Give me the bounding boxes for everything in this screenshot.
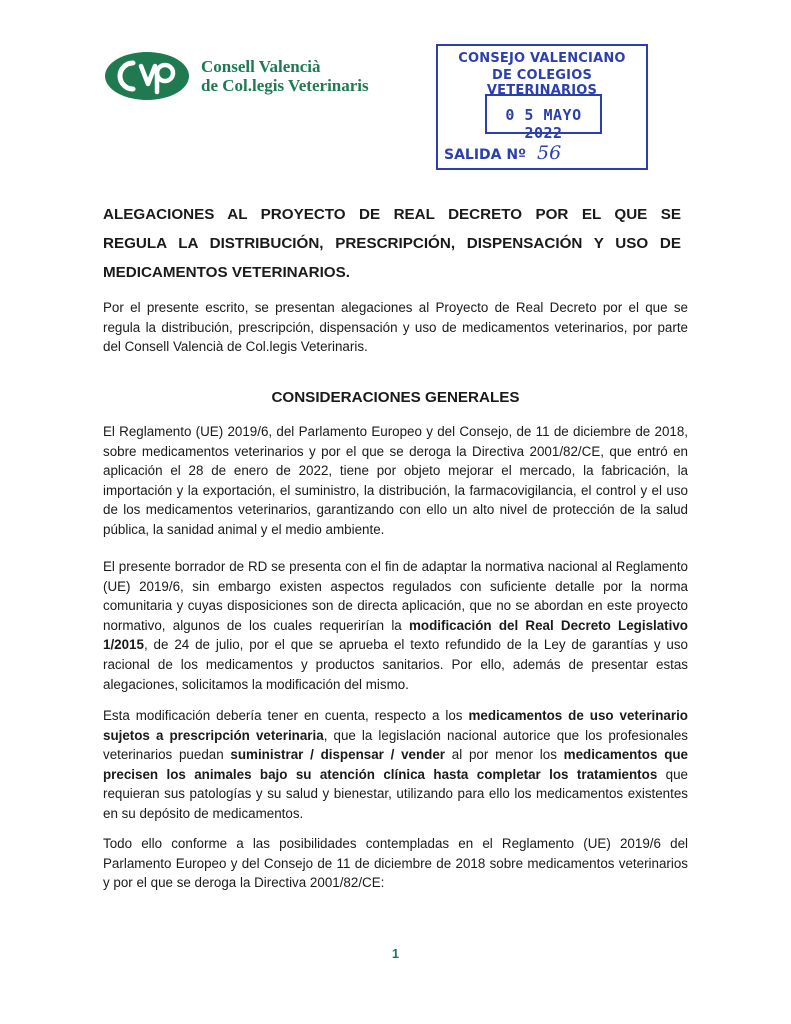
title-line2: REGULA LA DISTRIBUCIÓN, PRESCRIPCIÓN, DISPENSACIÓN Y USO DE [103,235,681,252]
paragraph-3-text-c: , que la legislación nacional autorice que los profesionales veterinarios puedan [103,727,688,763]
paragraph-3-text-e: al por menor los [445,747,564,763]
paragraph-2-text-c: , de 24 de julio, por el que se aprueba el texto refundido de la Ley de garantías y uso racional de los medicamentos y productos sanitarios. Por ello, además de presentar estas alegaciones, solicitamos la modificación del mismo. [103,637,688,692]
paragraph-2-text-a: El presente borrador de RD se presenta con el fin de adaptar la normativa nacional al Reglamento (UE) 2019/6, sin embargo existen aspectos regulados con suficiente detalle por la norma comunitaria y cuyas disposiciones son de directa aplicación, que no se abordan en este proyecto normativo, algunos de los cuales requerirían la [103,559,688,633]
stamp-salida-number: 56 [537,142,562,164]
title-line3: MEDICAMENTOS VETERINARIOS. [103,264,350,281]
title-line1: ALEGACIONES AL PROYECTO DE REAL DECRETO POR EL QUE SE [103,206,681,223]
page-number: 1 [391,946,400,961]
paragraph-2-bold: modificación del Real Decreto Legislativo 1/2015 [103,617,688,653]
section-heading: CONSIDERACIONES GENERALES [271,389,520,406]
stamp-date-box [485,94,602,142]
paragraph-3-bold-f: medicamentos que precisen los animales bajo su atención clínica hasta completar los tratamientos [103,747,689,782]
paragraph-3-bold-d: suministrar / dispensar / vender [230,747,446,763]
stamp-date: 0 5 MAYO 2022 [505,106,582,142]
paragraph-3 [103,706,688,824]
organization-logo [103,50,403,102]
paragraph-3-text-g: que requieran sus patologías y su salud y bienestar, utilizando para ello los medicamentos existentes en su depósito de medicamentos. [103,766,689,821]
logo-text [201,57,369,95]
paragraph-3-text-a: Esta modificación debería tener en cuenta, respecto a los [103,708,469,723]
paragraph-4: Todo ello conforme a las posibilidades contempladas en el Reglamento (UE) 2019/6 del Parlamento Europeo y del Consejo de 11 de diciembre de 2018 sobre medicamentos veterinarios y por el que se deroga la Directiva 2001/82/CE: [103,836,688,891]
logo-text-line1: Consell Valencià [201,57,321,76]
stamp-salida-label: SALIDA Nº [444,147,526,163]
document-title [103,200,681,287]
cvcv-logo-icon [103,50,191,102]
logo-text-line2: de Col.legis Veterinaris [201,76,369,95]
paragraph-1: El Reglamento (UE) 2019/6, del Parlamento Europeo y del Consejo, de 11 de diciembre de 2018, sobre medicamentos veterinarios y por el que se deroga la Directiva 2001/82/CE, que entró en aplicación el 28 de enero de 2022, tiene por objeto mejorar el mercado, la fabricación, la importación y la exportación, el suministro, la distribución, la farmacovigilancia, el control y el uso de los medicamentos veterinarios, garantizando con ello un alto nivel de protección de la salud pública, la sanidad animal y el medio ambiente. [103,424,688,537]
paragraph-3-bold-b: medicamentos de uso veterinario sujetos a prescripción veterinaria [103,708,688,743]
intro-paragraph: Por el presente escrito, se presentan alegaciones al Proyecto de Real Decreto por el que se regula la distribución, prescripción, dispensación y uso de medicamentos veterinarios, por parte del Consell Valencià de Col.legis Veterinaris. [103,300,688,355]
stamp-organization-line2: DE COLEGIOS VETERINARIOS [486,68,598,98]
paragraph-2 [103,557,688,694]
registry-stamp [436,44,648,170]
stamp-organization-line1: CONSEJO VALENCIANO [458,51,626,66]
